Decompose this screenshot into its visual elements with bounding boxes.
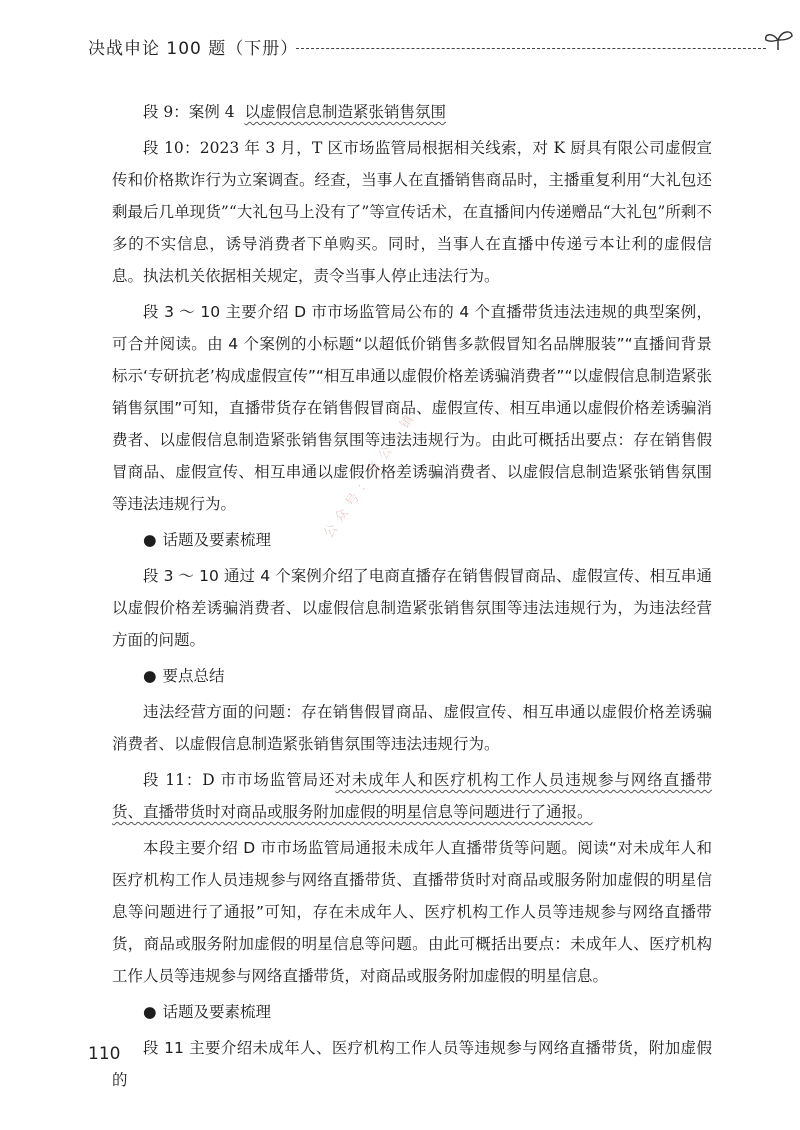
analysis-paragraphs-3-10: 段 3 ～ 10 主要介绍 D 市市场监管局公布的 4 个直播带货违法违规的典型案例，可合并阅读。由 4 个案例的小标题“以超低价销售多款假冒知名品牌服装”“直播间背景标示‘专研抗老’构成虚假宣传”“相互串通以虚假价格差诱骗消费者”“以虚假信息制造紧张销售氛围”可知，直播带货存在销售假冒商品、虚假宣传、相互串通以虚假价格差诱骗消费者、以虚假信息制造紧张销售氛围等违法违规行为。由此可概括出要点：存在销售假冒商品、虚假宣传、相互串通以虚假价格差诱骗消费者、以虚假信息制造紧张销售氛围等违法违规行为。 [112,303,712,513]
topic-summary-3-10: 段 3 ～ 10 通过 4 个案例介绍了电商直播存在销售假冒商品、虚假宣传、相互串通以虚假价格差诱骗消费者、以虚假信息制造紧张销售氛围等违法违规行为，为违法经营方面的问题。 [112,567,712,649]
bullet-dot-icon: ● [143,667,157,685]
paragraph-11 [112,764,712,828]
page-body [112,96,712,1100]
key-points-summary: 违法经营方面的问题：存在销售假冒商品、虚假宣传、相互串通以虚假价格差诱骗消费者、以虚假信息制造紧张销售氛围等违法违规行为。 [112,703,712,753]
sprout-icon [760,28,800,52]
paragraph-10: 段 10：2023 年 3 月，T 区市场监管局根据相关线索，对 K 厨具有限公司虚假宣传和价格欺诈行为立案调查。经查，当事人在直播销售商品时，主播重复利用“大礼包还剩最后几单现货”“大礼包马上没有了”等宣传话术，在直播间内传递赠品“大礼包”所剩不多的不实信息，诱导消费者下单购买。同时，当事人在直播中传递亏本让利的虚假信息。执法机关依据相关规定，责令当事人停止违法行为。 [112,139,712,285]
page-number: 110 [88,1044,121,1064]
book-title: 决战申论 100 题（下册） [88,39,299,59]
paragraph-9-heading [112,96,712,128]
topic-summary-11: 段 11 主要介绍未成年人、医疗机构工作人员等违规参与网络直播带货，附加虚假的 [112,1039,712,1089]
bullet-topic-elements: ● 话题及要素梳理 [112,524,712,556]
bullet-topic-elements-2: ● 话题及要素梳理 [112,996,712,1028]
watermark: 公众号：考公小镇 [321,407,421,541]
paragraph-11-lead: 段 11：D 市市场监管局还 [143,771,336,789]
header-dashed-rule [296,48,766,49]
paragraph-9-title: 以虚假信息制造紧张销售氛围 [244,103,446,121]
running-header [88,32,728,62]
bullet-dot-icon: ● [143,531,157,549]
paragraph-9-label: 段 9：案例 4 [143,103,235,121]
bullet-key-points: ● 要点总结 [112,660,712,692]
analysis-paragraph-11: 本段主要介绍 D 市市场监管局通报未成年人直播带货等问题。阅读“对未成年人和医疗机构工作人员违规参与网络直播带货、直播带货时对商品或服务附加虚假的明星信息等问题进行了通报”可知，存在未成年人、医疗机构工作人员等违规参与网络直播带货，商品或服务附加虚假的明星信息等问题。由此可概括出要点：未成年人、医疗机构工作人员等违规参与网络直播带货，对商品或服务附加虚假的明星信息。 [112,839,712,985]
bullet-dot-icon: ● [143,1003,157,1021]
paragraph-11-underlined: 对未成年人和医疗机构工作人员违规参与网络直播带货、直播带货时对商品或服务附加虚假的明星信息等问题进行了通报。 [112,771,712,821]
